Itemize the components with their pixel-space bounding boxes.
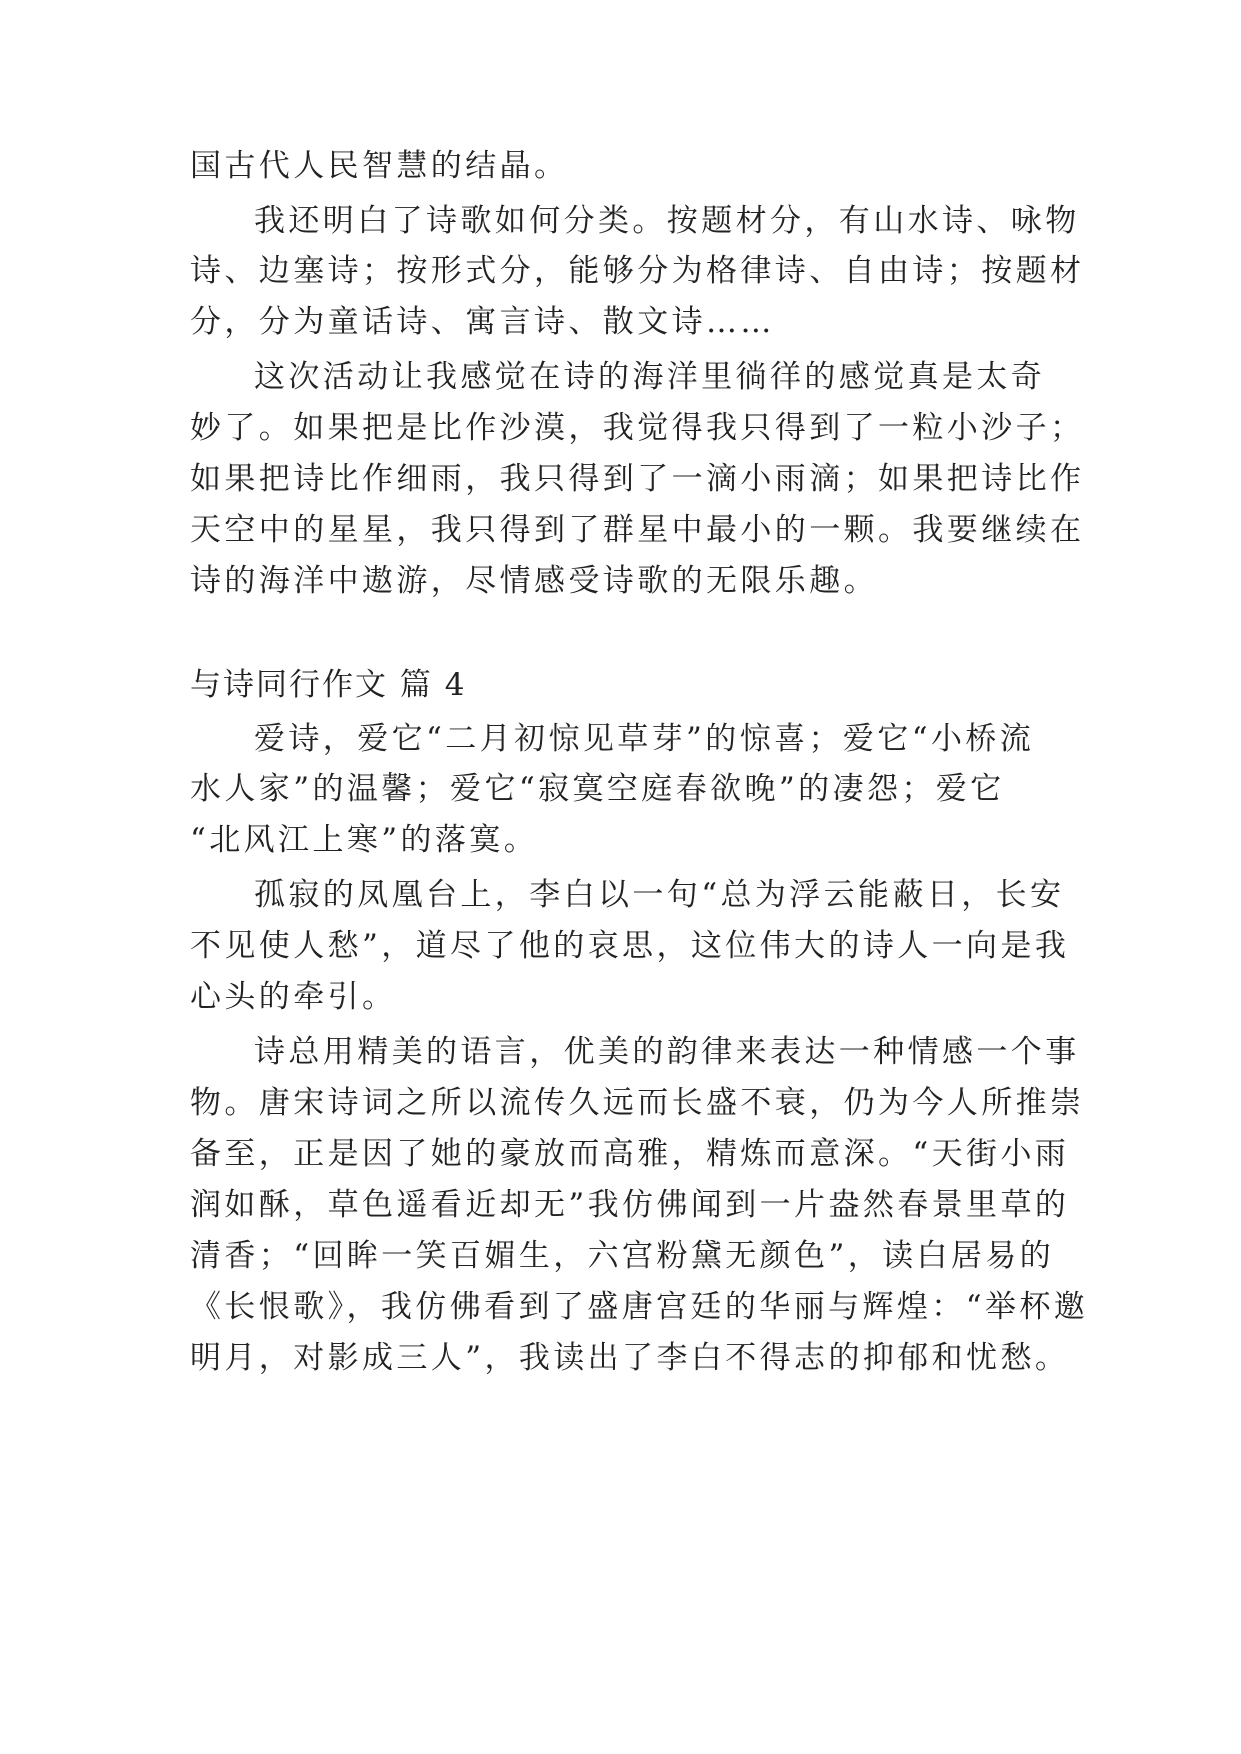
paragraph-line: 分，分为童话诗、寓言诗、散文诗…… bbox=[190, 304, 775, 340]
paragraph-line: 心头的牵引。 bbox=[190, 979, 397, 1015]
paragraph-line: 妙了。如果把是比作沙漠，我觉得我只得到了一粒小沙子； bbox=[190, 410, 1085, 446]
paragraph-line: “北风江上寒”的落寞。 bbox=[190, 822, 539, 858]
paragraph-line: 清香；“回眸一笑百媚生，六宫粉黛无颜色”，读白居易的 bbox=[190, 1238, 1055, 1274]
paragraph-line: 不见使人愁”，道尽了他的哀思，这位伟大的诗人一向是我 bbox=[190, 928, 1070, 964]
paragraph-line: 物。唐宋诗词之所以流传久远而长盛不衰，仍为今人所推崇 bbox=[190, 1085, 1085, 1121]
paragraph-line: 明月，对影成三人”，我读出了李白不得志的抑郁和忧愁。 bbox=[190, 1340, 1070, 1376]
paragraph-line: 诗、边塞诗；按形式分，能够分为格律诗、自由诗；按题材 bbox=[190, 253, 1085, 289]
paragraph-line: 这次活动让我感觉在诗的海洋里徜徉的感觉真是太奇 bbox=[254, 359, 1046, 395]
paragraph-line: 诗的海洋中遨游，尽情感受诗歌的无限乐趣。 bbox=[190, 563, 878, 599]
paragraph-line: 爱诗，爱它“二月初惊见草芽”的惊喜；爱它“小桥流 bbox=[254, 721, 1035, 757]
paragraph-line: 国古代人民智慧的结晶。 bbox=[190, 148, 569, 184]
paragraph-line: 我还明白了诗歌如何分类。按题材分，有山水诗、咏物 bbox=[254, 203, 1080, 239]
paragraph-line: 如果把诗比作细雨，我只得到了一滴小雨滴；如果把诗比作 bbox=[190, 461, 1085, 497]
paragraph-line: 水人家”的温馨；爱它“寂寞空庭春欲晚”的凄怨；爱它 bbox=[190, 771, 1005, 807]
paragraph-line: 孤寂的凤凰台上，李白以一句“总为浮云能蔽日，长安 bbox=[254, 877, 1065, 913]
paragraph-line: 诗总用精美的语言，优美的韵律来表达一种情感一个事 bbox=[254, 1034, 1080, 1070]
paragraph-line: 润如酥，草色遥看近却无”我仿佛闻到一片盎然春景里草的 bbox=[190, 1187, 1070, 1223]
paragraph-line: 《长恨歌》，我仿佛看到了盛唐宫廷的华丽与辉煌：“举杯邀 bbox=[190, 1289, 1089, 1325]
paragraph-line: 备至，正是因了她的豪放而高雅，精炼而意深。“天街小雨 bbox=[190, 1136, 1070, 1172]
paragraph-line: 天空中的星星，我只得到了群星中最小的一颗。我要继续在 bbox=[190, 512, 1085, 548]
section-heading: 与诗同行作文 篇 4 bbox=[190, 667, 467, 703]
